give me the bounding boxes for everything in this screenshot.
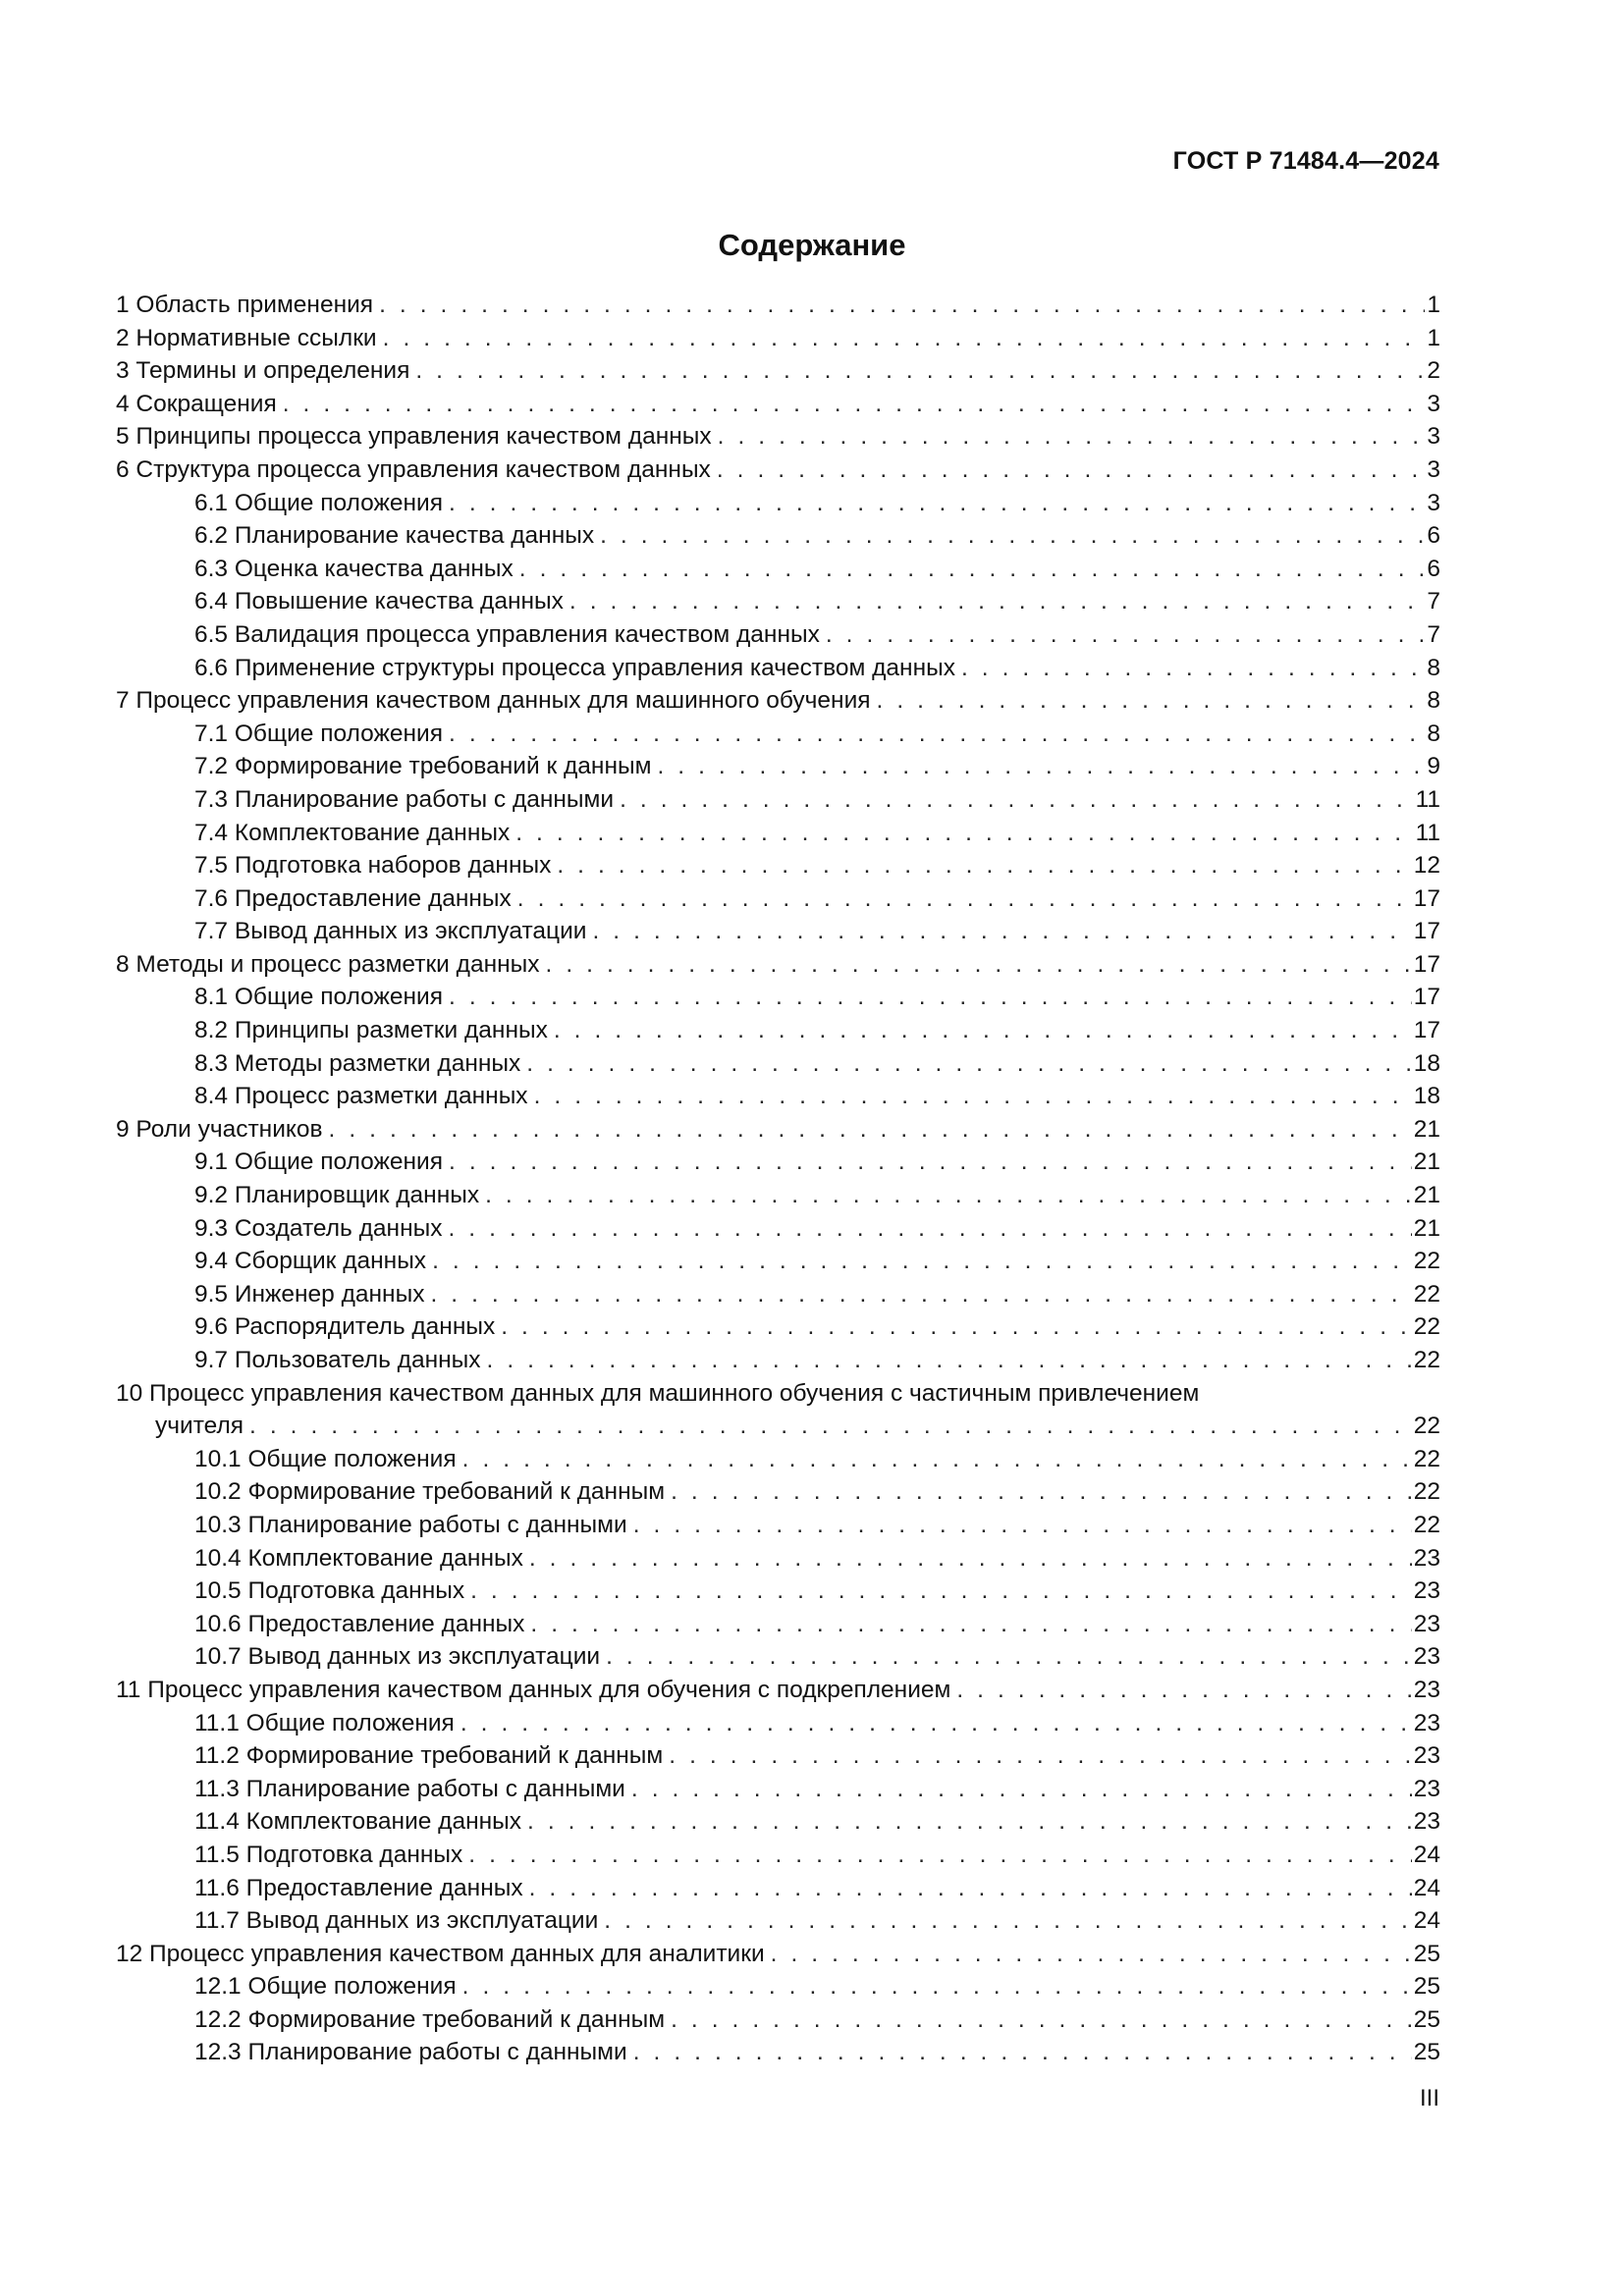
toc-entry[interactable] [116,1773,1440,1806]
toc-entry-page: 24 [1413,1907,1440,1935]
toc-entry-page: 7 [1427,588,1440,615]
toc-entry-page: 12 [1413,852,1440,880]
toc-entry-label: 7.3 Планирование работы с данными [194,785,615,813]
toc-dot-leader [501,1310,1412,1344]
toc-entry-page: 21 [1413,1214,1440,1242]
toc-entry-label: 10.3 Планирование работы с данными [194,1511,627,1538]
toc-entry-label: 6.5 Валидация процесса управления качеством данных [194,620,820,648]
toc-entry[interactable] [116,618,1440,652]
toc-entry-label: 7.4 Комплектование данных [194,819,511,846]
toc-dot-leader [470,1575,1412,1608]
toc-dot-leader [633,2036,1412,2069]
toc-entry-label: 12.3 Планирование работы с данными [194,2039,627,2066]
toc-dot-leader [877,684,1426,718]
toc-entry-label: 11.3 Планирование работы с данными [194,1775,625,1802]
toc-entry-label: 10.1 Общие положения [194,1445,457,1472]
toc-entry-wrapped-line1[interactable] [116,1377,1440,1411]
toc-entry-label: 6.4 Повышение качества данных [194,588,564,615]
toc-entry-page: 25 [1413,2005,1440,2033]
toc-entry-label: 2 Нормативные ссылки [116,324,377,351]
toc-entry-page: 21 [1413,1182,1440,1209]
toc-dot-leader [956,1674,1411,1707]
toc-entry[interactable] [116,849,1440,882]
toc-entry-page: 18 [1413,1049,1440,1077]
toc-dot-leader [669,1739,1411,1773]
toc-entry-label: 6.1 Общие положения [194,489,444,516]
toc-entry-label: 11.5 Подготовка данных [194,1841,463,1868]
toc-dot-leader [546,948,1412,982]
toc-entry-page: 8 [1427,654,1440,681]
toc-entry-label: 11 Процесс управления качеством данных для обучения с подкреплением [116,1676,951,1703]
toc-entry-page: 22 [1413,1478,1440,1506]
toc-entry-label: 7.7 Вывод данных из эксплуатации [194,918,587,945]
toc-entry-page: 23 [1413,1676,1440,1703]
toc-dot-leader [449,718,1425,751]
toc-entry-page: 1 [1427,324,1440,351]
toc-dot-leader [592,915,1411,948]
toc-entry-page: 25 [1413,1973,1440,2001]
toc-entry-label: 8 Методы и процесс разметки данных [116,950,540,978]
toc-entry-label: учителя [155,1413,244,1440]
toc-entry-label: 9.2 Планировщик данных [194,1182,480,1209]
toc-dot-leader [671,2003,1412,2037]
toc-entry-page: 23 [1413,1709,1440,1736]
toc-entry[interactable] [116,1212,1440,1246]
toc-entry-page: 7 [1427,620,1440,648]
toc-entry-label: 11.7 Вывод данных из эксплуатации [194,1907,599,1935]
toc-entry[interactable] [116,1047,1440,1081]
toc-dot-leader [329,1113,1412,1147]
toc-entry[interactable] [116,1179,1440,1212]
toc-entry-page: 22 [1413,1248,1440,1275]
toc-dot-leader [557,849,1411,882]
toc-entry-label: 8.4 Процесс разметки данных [194,1083,528,1110]
toc-dot-leader [449,981,1412,1014]
toc-entry-label: 11.6 Предоставление данных [194,1874,523,1901]
toc-dot-leader [526,1047,1411,1081]
toc-entry-page: 17 [1413,950,1440,978]
toc-entry-label: 3 Термины и определения [116,357,410,385]
toc-entry[interactable] [116,882,1440,916]
toc-entry-label: 9.1 Общие положения [194,1148,444,1176]
toc-entry-page: 8 [1427,720,1440,747]
toc-entry[interactable] [116,783,1440,817]
toc-entry-label: 1 Область применения [116,292,374,318]
toc-entry[interactable] [116,817,1440,850]
toc-dot-leader [529,1542,1412,1575]
table-of-contents [116,289,1440,2069]
toc-entry-label: 10.7 Вывод данных из эксплуатации [194,1643,601,1671]
toc-dot-leader [826,618,1426,652]
toc-entry-page: 21 [1413,1148,1440,1176]
toc-dot-leader [515,817,1413,850]
toc-entry[interactable] [116,1970,1440,2003]
toc-entry-page: 23 [1413,1643,1440,1671]
toc-entry-page: 25 [1413,1940,1440,1967]
toc-entry[interactable] [116,553,1440,586]
toc-entry-page: 23 [1413,1808,1440,1836]
toc-entry[interactable] [116,1014,1440,1047]
toc-dot-leader [517,882,1412,916]
toc-entry[interactable] [116,454,1440,487]
toc-entry-label: 10.2 Формирование требований к данным [194,1478,666,1506]
document-standard-number: ГОСТ Р 71484.4—2024 [1172,147,1439,175]
toc-entry-page: 22 [1413,1313,1440,1341]
toc-entry-page: 17 [1413,1017,1440,1044]
toc-dot-leader [432,1245,1412,1278]
toc-dot-leader [657,750,1425,783]
toc-entry[interactable] [116,1707,1440,1740]
toc-dot-leader [961,652,1425,685]
toc-entry-label: 6.6 Применение структуры процесса управления качеством данных [194,654,955,681]
toc-entry[interactable] [116,1938,1440,1971]
toc-entry[interactable] [116,2003,1440,2037]
toc-entry[interactable] [116,1146,1440,1179]
toc-entry-label: 12.1 Общие положения [194,1973,457,2001]
toc-entry-page: 24 [1413,1841,1440,1868]
toc-entry-label: 6 Структура процесса управления качеством данных [116,455,711,483]
toc-dot-leader [462,1970,1412,2003]
page-number: III [1419,2085,1439,2111]
toc-dot-leader [283,388,1426,421]
toc-dot-leader [604,1904,1411,1938]
toc-entry-label: 10 Процесс управления качеством данных для машинного обучения с частичным привлечением [116,1379,1200,1407]
toc-dot-leader [569,585,1425,618]
toc-dot-leader [530,1608,1411,1641]
toc-entry[interactable] [116,519,1440,553]
toc-entry-page: 9 [1427,753,1440,780]
toc-entry-label: 8.3 Методы разметки данных [194,1049,521,1077]
toc-entry-label: 12 Процесс управления качеством данных для аналитики [116,1940,765,1967]
toc-entry[interactable] [116,354,1440,388]
toc-entry-page: 3 [1427,455,1440,483]
toc-entry[interactable] [116,487,1440,520]
toc-dot-leader [468,1839,1411,1872]
toc-entry-label: 4 Сокращения [116,390,277,417]
toc-entry[interactable] [116,1113,1440,1147]
toc-entry[interactable] [116,1805,1440,1839]
toc-entry[interactable] [116,1278,1440,1311]
toc-entry-page: 23 [1413,1577,1440,1605]
toc-entry-label: 7.1 Общие положения [194,720,444,747]
toc-dot-leader [718,420,1426,454]
toc-entry[interactable] [116,585,1440,618]
toc-entry-page: 23 [1413,1610,1440,1637]
toc-entry-page: 22 [1413,1280,1440,1308]
toc-entry[interactable] [116,1542,1440,1575]
toc-dot-leader [519,553,1426,586]
toc-dot-leader [430,1278,1411,1311]
toc-dot-leader [631,1773,1412,1806]
toc-entry[interactable] [116,1509,1440,1542]
toc-entry[interactable] [116,1310,1440,1344]
toc-entry-label: 6.2 Планирование качества данных [194,522,595,550]
toc-entry-page: 1 [1427,292,1440,318]
toc-title: Содержание [718,228,906,262]
toc-dot-leader [717,454,1426,487]
toc-entry-page: 22 [1413,1511,1440,1538]
toc-entry-page: 11 [1415,819,1440,846]
toc-entry-page: 24 [1413,1874,1440,1901]
toc-entry[interactable] [116,948,1440,982]
toc-entry[interactable] [116,1640,1440,1674]
toc-entry-page: 17 [1413,884,1440,912]
toc-entry[interactable] [116,915,1440,948]
toc-entry-page: 21 [1413,1115,1440,1143]
toc-dot-leader [415,354,1425,388]
toc-dot-leader [554,1014,1412,1047]
toc-entry-page: 8 [1427,687,1440,715]
toc-entry[interactable] [116,750,1440,783]
toc-entry[interactable] [116,289,1440,322]
toc-entry[interactable] [116,1839,1440,1872]
toc-dot-leader [606,1640,1412,1674]
toc-entry-page: 3 [1427,390,1440,417]
toc-entry[interactable] [116,684,1440,718]
toc-entry-label: 11.4 Комплектование данных [194,1808,522,1836]
toc-entry[interactable] [116,1080,1440,1113]
toc-entry-label: 10.6 Предоставление данных [194,1610,525,1637]
toc-entry[interactable] [116,981,1440,1014]
toc-entry-page: 22 [1413,1413,1440,1440]
toc-dot-leader [249,1410,1412,1443]
toc-entry[interactable] [116,1344,1440,1377]
toc-dot-leader [460,1707,1412,1740]
toc-dot-leader [383,322,1426,355]
toc-entry-label: 9 Роли участников [116,1115,323,1143]
toc-entry-page: 3 [1427,423,1440,451]
toc-entry[interactable] [116,718,1440,751]
toc-entry[interactable] [116,420,1440,454]
toc-dot-leader [487,1344,1412,1377]
toc-entry-label: 7.2 Формирование требований к данным [194,753,652,780]
toc-entry[interactable] [116,1475,1440,1509]
toc-entry-label: 9.7 Пользователь данных [194,1347,481,1373]
toc-entry-page: 2 [1427,357,1440,385]
toc-dot-leader [449,487,1425,520]
toc-entry-label: 8.1 Общие положения [194,984,444,1011]
toc-dot-leader [448,1212,1411,1246]
toc-entry-label: 5 Принципы процесса управления качеством данных [116,423,712,451]
toc-entry-label: 10.4 Комплектование данных [194,1544,523,1572]
toc-entry-label: 6.3 Оценка качества данных [194,555,514,582]
toc-entry[interactable] [116,1872,1440,1905]
toc-dot-leader [600,519,1425,553]
toc-dot-leader [529,1872,1412,1905]
toc-entry-page: 22 [1413,1347,1440,1373]
toc-dot-leader [633,1509,1412,1542]
toc-entry[interactable] [116,2036,1440,2069]
toc-entry-page: 6 [1427,522,1440,550]
toc-entry[interactable] [116,652,1440,685]
toc-dot-leader [485,1179,1412,1212]
toc-dot-leader [527,1805,1412,1839]
toc-entry[interactable] [116,1904,1440,1938]
toc-entry-label: 9.6 Распорядитель данных [194,1313,496,1341]
toc-dot-leader [449,1146,1412,1179]
toc-entry-wrapped-line2[interactable] [116,1410,1440,1443]
toc-entry-label: 11.2 Формирование требований к данным [194,1742,664,1770]
toc-entry-label: 9.4 Сборщик данных [194,1248,427,1275]
toc-entry-label: 9.5 Инженер данных [194,1280,425,1308]
toc-entry-label: 12.2 Формирование требований к данным [194,2005,666,2033]
toc-entry-page: 3 [1427,489,1440,516]
toc-dot-leader [771,1938,1412,1971]
toc-entry[interactable] [116,322,1440,355]
toc-entry[interactable] [116,1739,1440,1773]
toc-entry-label: 7.5 Подготовка наборов данных [194,852,552,880]
toc-entry-page: 22 [1413,1445,1440,1472]
toc-entry-label: 7.6 Предоставление данных [194,884,512,912]
toc-entry[interactable] [116,1575,1440,1608]
toc-entry-label: 11.1 Общие положения [194,1709,455,1736]
toc-entry-label: 7 Процесс управления качеством данных для машинного обучения [116,687,871,715]
toc-entry-page: 25 [1413,2039,1440,2066]
toc-entry-label: 8.2 Принципы разметки данных [194,1017,548,1044]
toc-entry-page: 23 [1413,1544,1440,1572]
toc-entry[interactable] [116,1245,1440,1278]
toc-dot-leader [671,1475,1412,1509]
toc-entry-page: 23 [1413,1742,1440,1770]
toc-dot-leader [534,1080,1412,1113]
toc-entry-page: 18 [1413,1083,1440,1110]
toc-entry[interactable] [116,1443,1440,1476]
toc-entry[interactable] [116,1608,1440,1641]
toc-dot-leader [462,1443,1412,1476]
toc-entry[interactable] [116,1674,1440,1707]
toc-entry[interactable] [116,388,1440,421]
toc-entry-page: 23 [1413,1775,1440,1802]
toc-entry-page: 17 [1413,918,1440,945]
toc-entry-label: 10.5 Подготовка данных [194,1577,465,1605]
toc-entry-page: 11 [1415,785,1440,813]
toc-dot-leader [379,289,1425,322]
toc-entry-label: 9.3 Создатель данных [194,1214,443,1242]
toc-dot-leader [620,783,1413,817]
toc-entry-page: 17 [1413,984,1440,1011]
toc-entry-page: 6 [1427,555,1440,582]
